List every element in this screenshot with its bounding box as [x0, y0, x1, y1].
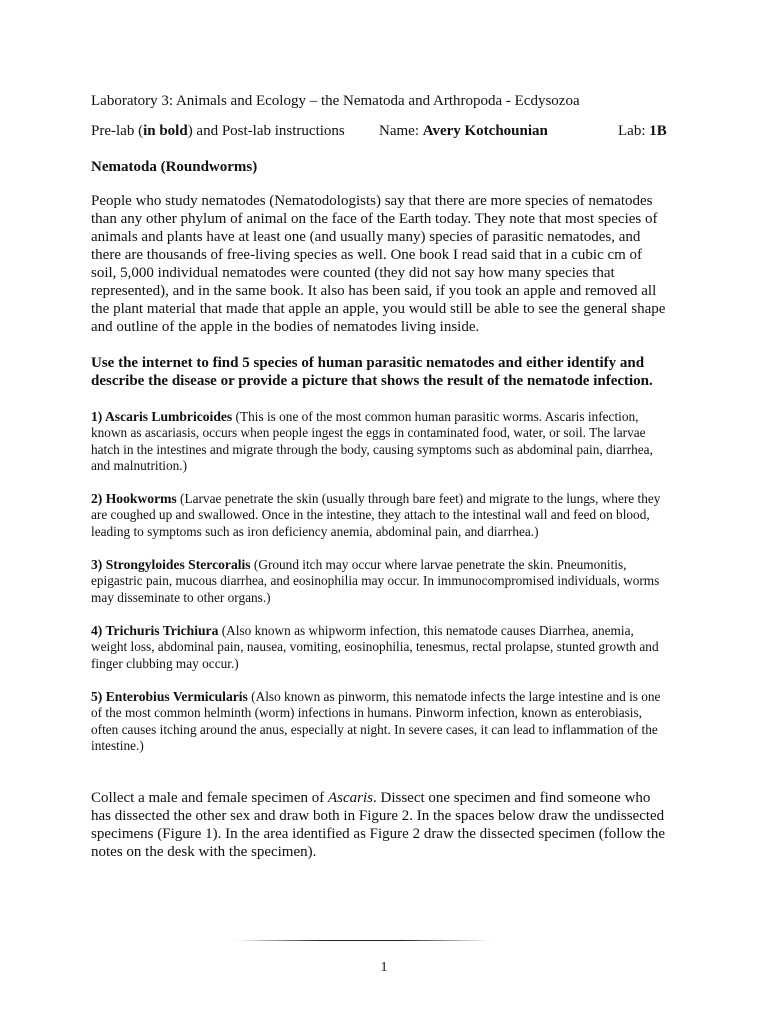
- species-description: (Ground itch may occur where larvae penetrate the skin. Pneumonitis, epigastric pain, mucous diarrhea, and eosinophilia may occur. In immunocompromised individuals, worms may disseminate to other organs.): [91, 557, 660, 605]
- species-description: (Also known as pinworm, this nematode infects the large intestine and is one of the most common helminth (worm) infections in humans. Pinworm infection, known as enterobiasis, often causes itching around the anus, especially at night. In severe cases, it can lead to inflammation of the intestine.): [91, 689, 661, 753]
- species-entry-1: [91, 409, 671, 474]
- prelab-line: [91, 123, 669, 140]
- closing-suffix: . Dissect one specimen and find someone who has dissected the other sex and draw both in Figure 2. In the spaces below draw the undissected specimens (Figure 1). In the area identified as Figure 2 draw the dissected specimen (follow the notes on the desk with the specimen).: [91, 790, 665, 860]
- section-heading: Nematoda (Roundworms): [91, 159, 258, 175]
- species-entry-5: [91, 689, 671, 754]
- lab-title: Laboratory 3: Animals and Ecology – the Nematoda and Arthropoda - Ecdysozoa: [91, 93, 580, 109]
- species-description: (Also known as whipworm infection, this nematode causes Diarrhea, anemia, weight loss, abdominal pain, nausea, vomiting, eosinophilia, tenesmus, rectal prolapse, stunted growth and finger clubbing may occur.): [91, 623, 659, 671]
- species-description: (Larvae penetrate the skin (usually through bare feet) and migrate to the lungs, where they are coughed up and swallowed. Once in the intestine, they attach to the intestinal wall and feed on blood, leading to symptoms such as iron deficiency anemia, abdominal pain, and diarrhea.): [91, 491, 661, 539]
- species-name: 1) Ascaris Lumbricoides: [91, 409, 233, 424]
- prelab-suffix: ) and Post-lab instructions: [187, 123, 345, 139]
- page-number: 1: [380, 960, 388, 975]
- closing-paragraph: [91, 789, 671, 861]
- instruction-paragraph: Use the internet to find 5 species of human parasitic nematodes and either identify and describe the disease or provide a picture that shows the result of the nematode infection.: [91, 355, 653, 389]
- species-entry-2: [91, 491, 671, 540]
- footer-divider: [234, 940, 490, 941]
- student-name: [379, 123, 548, 140]
- species-name: 3) Strongyloides Stercoralis: [91, 557, 251, 572]
- lab-section: [618, 123, 667, 140]
- prelab-bold: in bold: [143, 123, 188, 139]
- species-entry-3: [91, 557, 671, 606]
- lab-label: Lab:: [618, 123, 650, 139]
- closing-italic: Ascaris: [327, 790, 373, 806]
- species-description: (This is one of the most common human parasitic worms. Ascaris infection, known as ascariasis, occurs when people ingest the eggs in contaminated food, water, or soil. The larvae hatch in the intestines and migrate through the body, causing symptoms such as abdominal pain, diarrhea, and malnutrition.): [91, 409, 653, 473]
- species-entry-4: [91, 623, 671, 672]
- prelab-prefix: Pre-lab (: [91, 123, 144, 139]
- lab-value: 1B: [649, 123, 667, 139]
- species-name: 2) Hookworms: [91, 491, 177, 506]
- intro-paragraph: People who study nematodes (Nematodologists) say that there are more species of nematodes than any other phylum of animal on the face of the Earth today. They note that most species of animals and plants have at least one (and usually many) species of parasitic nematodes, and there are thousands of free-living species as well. One book I read said that in a cubic cm of soil, 5,000 individual nematodes were counted (they did not say how many species that represented), and in the same book. It also has been said, if you took an apple and removed all the plant material that made that apple an apple, you would still be able to see the general shape and outline of the apple in the bodies of nematodes living inside.: [91, 193, 666, 335]
- name-value: Avery Kotchounian: [422, 123, 548, 139]
- name-label: Name:: [379, 123, 423, 139]
- closing-prefix: Collect a male and female specimen of: [91, 790, 328, 806]
- species-name: 4) Trichuris Trichiura: [91, 623, 219, 638]
- species-name: 5) Enterobius Vermicularis: [91, 689, 248, 704]
